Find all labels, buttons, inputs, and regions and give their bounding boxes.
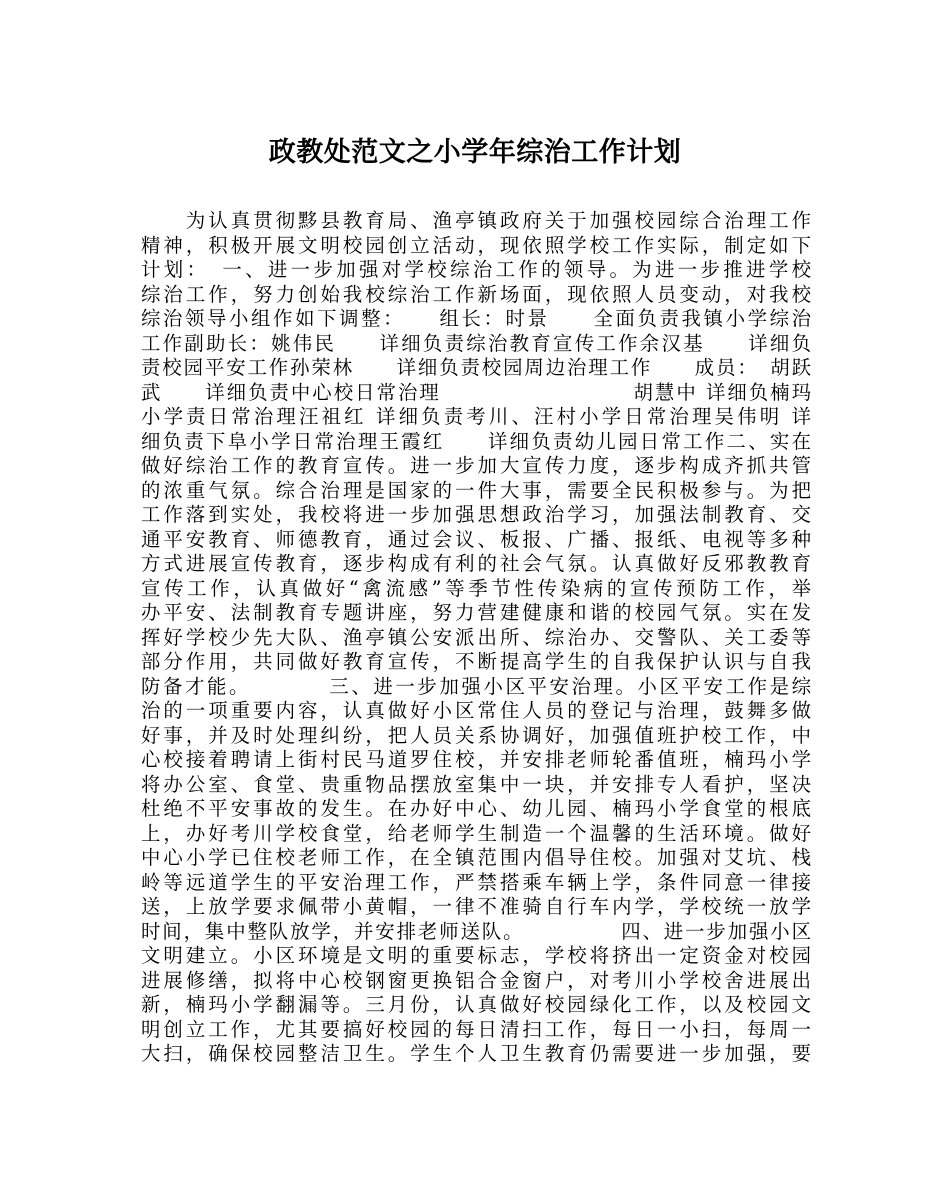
- body-line: 宣传工作，认真做好“禽流感”等季节性传染病的宣传预防工作，举: [141, 576, 811, 600]
- body-line: 工作副助长：姚伟民 详细负责综治教育宣传工作余汉基 详细负: [141, 331, 811, 355]
- body-line: 大扫，确保校园整洁卫生。学生个人卫生教育仍需要进一步加强，要: [141, 1042, 811, 1065]
- body-line: 杜绝不平安事故的发生。在办好中心、幼儿园、楠玛小学食堂的根底: [141, 797, 811, 820]
- body-line: 细负责下阜小学日常治理王霞红 详细负责幼儿园日常工作二、实在: [141, 429, 811, 453]
- body-line: 中心小学已住校老师工作，在全镇范围内倡导住校。加强对艾坑、栈: [141, 846, 811, 869]
- body-line: 做好综治工作的教育宣传。进一步加大宣传力度，逐步构成齐抓共管: [141, 454, 811, 477]
- body-line: 防备才能。 三、进一步加强小区平安治理。小区平安工作是综: [141, 674, 811, 698]
- body-line: 岭等远道学生的平安治理工作，严禁搭乘车辆上学，条件同意一律接: [141, 870, 811, 894]
- body-line: 心校接着聘请上街村民马道罗住校，并安排老师轮番值班，楠玛小学: [141, 748, 811, 771]
- body-line: 的浓重气氛。综合治理是国家的一件大事，需要全民积极参与。为把: [141, 478, 811, 502]
- body-line: 挥好学校少先大队、渔亭镇公安派出所、综治办、交警队、关工委等: [141, 625, 811, 649]
- body-line: 明创立工作，尤其要搞好校园的每日清扫工作，每日一小扫，每周一: [141, 1017, 811, 1041]
- body-line: 方式进展宣传教育，逐步构成有利的社会气氛。认真做好反邪教教育: [141, 552, 811, 575]
- body-line: 进展修缮，拟将中心校钢窗更换铝合金窗户，对考川小学校舍进展出: [141, 968, 811, 992]
- body-line: 好事，并及时处理纠纷，把人员关系协调好，加强值班护校工作，中: [141, 723, 811, 747]
- body-line: 将办公室、食堂、贵重物品摆放室集中一块，并安排专人看护，坚决: [141, 772, 811, 796]
- body-line: 新，楠玛小学翻漏等。三月份，认真做好校园绿化工作，以及校园文: [141, 993, 811, 1016]
- body-line: 办平安、法制教育专题讲座，努力营建健康和谐的校园气氛。实在发: [141, 601, 811, 624]
- body-line: 工作落到实处，我校将进一步加强思想政治学习，加强法制教育、交: [141, 503, 811, 526]
- body-line: 综治领导小组作如下调整： 组长：时景 全面负责我镇小学综治: [141, 307, 811, 330]
- document-body: [141, 209, 811, 1067]
- body-line: 送，上放学要求佩带小黄帽，一律不准骑自行车内学，学校统一放学: [141, 895, 811, 918]
- body-line: 部分作用，共同做好教育宣传，不断提高学生的自我保护认识与自我: [141, 650, 811, 673]
- body-line: 综治工作，努力创始我校综治工作新场面，现依照人员变动，对我校: [141, 282, 811, 306]
- body-line: 上，办好考川学校食堂，给老师学生制造一个温馨的生活环境。做好: [141, 821, 811, 845]
- body-line: 小学责日常治理汪祖红 详细负责考川、汪村小学日常治理吴伟明 详: [141, 405, 811, 428]
- body-line: 治的一项重要内容，认真做好小区常住人员的登记与治理，鼓舞多做: [141, 699, 811, 722]
- body-line: 精神，积极开展文明校园创立活动，现依照学校工作实际，制定如下: [141, 233, 811, 257]
- body-line: 计划： 一、进一步加强对学校综治工作的领导。为进一步推进学校: [141, 258, 811, 281]
- body-line: 时间，集中整队放学，并安排老师送队。 四、进一步加强小区: [141, 919, 811, 943]
- body-line: 武 详细负责中心校日常治理 胡慧中 详细负楠玛: [141, 380, 811, 404]
- body-line: 为认真贯彻黟县教育局、渔亭镇政府关于加强校园综合治理工作: [141, 209, 811, 232]
- body-line: 通平安教育、师德教育，通过会议、板报、广播、报纸、电视等多种: [141, 527, 811, 551]
- body-line: 责校园平安工作孙荣林 详细负责校园周边治理工作 成员： 胡跃: [141, 356, 811, 379]
- body-line: 文明建立。小区环境是文明的重要标志，学校将挤出一定资金对校园: [141, 944, 811, 967]
- document-title: 政教处范文之小学年综治工作计划: [268, 137, 682, 168]
